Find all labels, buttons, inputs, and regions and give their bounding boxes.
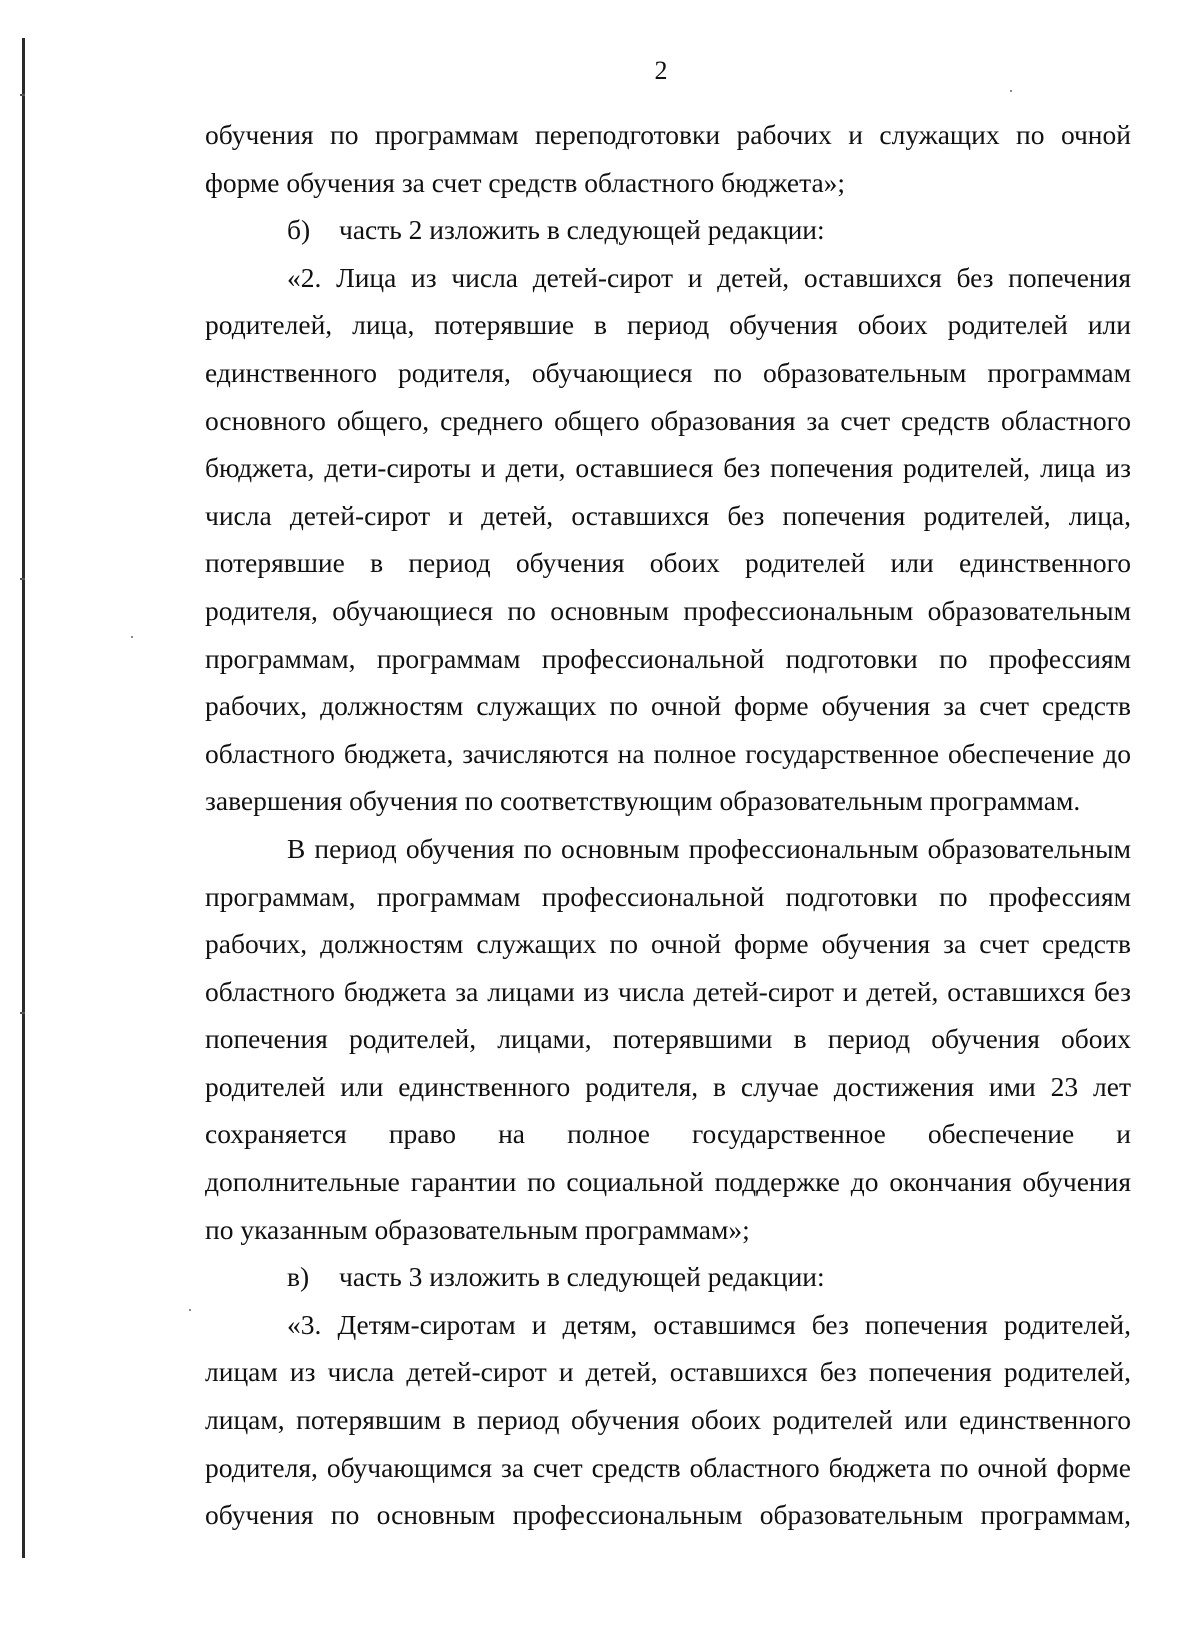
scan-mark — [20, 94, 25, 96]
text-line: числа детей-сирот и детей, оставшихся без попечения родителей, лица, — [205, 499, 1131, 531]
scan-left-edge — [22, 38, 25, 1558]
text-line: лицам, потерявшим в период обучения обоих родителей или единственного — [205, 1404, 1131, 1436]
scan-mark — [20, 578, 25, 580]
text-line: сохраняется право на полное государственное обеспечение и — [205, 1118, 1131, 1150]
scan-mark — [20, 1012, 25, 1014]
list-item-marker: б) — [287, 214, 311, 246]
text-line: областного бюджета, зачисляются на полное государственное обеспечение до — [205, 737, 1131, 769]
scan-speck — [1010, 90, 1012, 92]
text-line: потерявшие в период обучения обоих родителей или единственного — [205, 547, 1131, 579]
text-line: «3. Детям-сиротам и детям, оставшимся без попечения родителей, — [287, 1308, 1131, 1340]
list-item-text: часть 2 изложить в следующей редакции: — [339, 214, 825, 246]
list-item-text: часть 3 изложить в следующей редакции: — [339, 1261, 825, 1293]
text-line: основного общего, среднего общего образования за счет средств областного — [205, 404, 1131, 436]
text-line — [205, 1253, 1131, 1301]
text-line: рабочих, должностям служащих по очной форме обучения за счет средств — [205, 928, 1131, 960]
text-line: областного бюджета за лицами из числа детей-сирот и детей, оставшихся без — [205, 975, 1131, 1007]
text-line: рабочих, должностям служащих по очной форме обучения за счет средств — [205, 690, 1131, 722]
scan-speck — [189, 1309, 191, 1311]
text-line: родителей, лица, потерявшие в период обучения обоих родителей или — [205, 309, 1131, 341]
text-line: по указанным образовательным программам»; — [205, 1213, 750, 1245]
text-line: программам, программам профессиональной подготовки по профессиям — [205, 642, 1131, 674]
text-line: попечения родителей, лицами, потерявшими в период обучения обоих — [205, 1023, 1131, 1055]
text-line: родителя, обучающимся за счет средств областного бюджета по очной форме — [205, 1451, 1131, 1483]
scan-speck — [131, 636, 133, 638]
text-line: «2. Лица из числа детей-сирот и детей, оставшихся без попечения — [287, 261, 1131, 293]
text-line: обучения по программам переподготовки рабочих и служащих по очной — [205, 119, 1131, 150]
list-item-marker: в) — [287, 1261, 310, 1293]
text-line: В период обучения по основным профессиональным образовательным — [287, 832, 1131, 864]
text-line: бюджета, дети-сироты и дети, оставшиеся без попечения родителей, лица из — [205, 452, 1131, 484]
text-line: дополнительные гарантии по социальной поддержке до окончания обучения — [205, 1166, 1131, 1198]
text-line: форме обучения за счет средств областного бюджета»; — [205, 166, 846, 198]
text-line — [205, 206, 1131, 254]
text-line: лицам из числа детей-сирот и детей, оставшихся без попечения родителей, — [205, 1356, 1131, 1388]
text-line: единственного родителя, обучающиеся по образовательным программам — [205, 356, 1131, 388]
text-line: завершения обучения по соответствующим образовательным программам. — [205, 785, 1081, 817]
page-number: 2 — [654, 56, 668, 85]
text-line: программам, программам профессиональной подготовки по профессиям — [205, 880, 1131, 912]
text-line: родителя, обучающиеся по основным профессиональным образовательным — [205, 594, 1131, 626]
text-line: обучения по основным профессиональным образовательным программам, — [205, 1499, 1131, 1531]
document-body — [205, 111, 1131, 1539]
text-line: родителей или единственного родителя, в случае достижения ими 23 лет — [205, 1070, 1131, 1102]
